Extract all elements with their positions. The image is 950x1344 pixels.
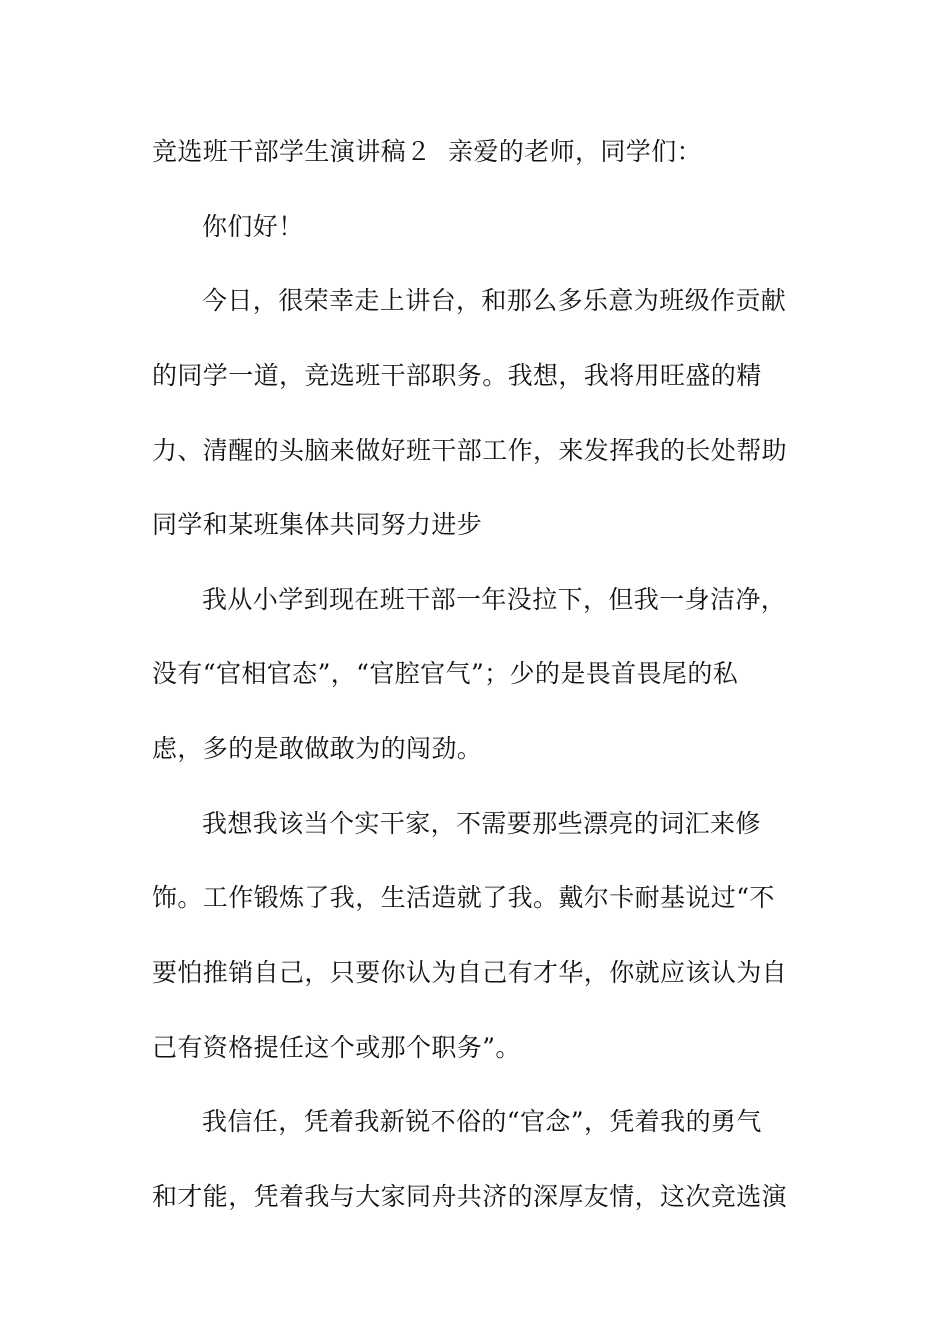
- paragraph-line: 同学和某班集体共同努力进步: [152, 510, 483, 539]
- salutation: 亲爱的老师，同学们：: [448, 137, 703, 166]
- paragraph-line: 虑，多的是敢做敢为的闯劲。: [152, 734, 483, 763]
- paragraph-line: 我信任，凭着我新锐不俗的“官念”，凭着我的勇气: [202, 1107, 762, 1136]
- title-line: [152, 137, 802, 167]
- paragraph-line: 我想我该当个实干家，不需要那些漂亮的词汇来修: [202, 809, 761, 838]
- paragraph-line: 饰。工作锻炼了我，生活造就了我。戴尔卡耐基说过“不: [152, 883, 775, 912]
- paragraph-line: 的同学一道，竞选班干部职务。我想，我将用旺盛的精: [152, 361, 762, 390]
- paragraph-line: 我从小学到现在班干部一年没拉下，但我一身洁净，: [202, 585, 787, 614]
- paragraph-line: 要怕推销自己，只要你认为自己有才华，你就应该认为自: [152, 958, 788, 987]
- paragraph-line: 力、清醒的头脑来做好班干部工作，来发挥我的长处帮助: [152, 436, 788, 465]
- paragraph-line: 和才能，凭着我与大家同舟共济的深厚友情，这次竞选演: [152, 1182, 788, 1211]
- paragraph-line: 今日，很荣幸走上讲台，和那么多乐意为班级作贡献: [202, 286, 787, 315]
- paragraph-line: 己有资格提任这个或那个职务”。: [152, 1033, 521, 1062]
- document-title: 竞选班干部学生演讲稿２: [152, 137, 432, 166]
- paragraph-line: 没有“官相官态”，“官腔官气”；少的是畏首畏尾的私: [152, 659, 739, 688]
- paragraph-line: 你们好！: [202, 212, 304, 241]
